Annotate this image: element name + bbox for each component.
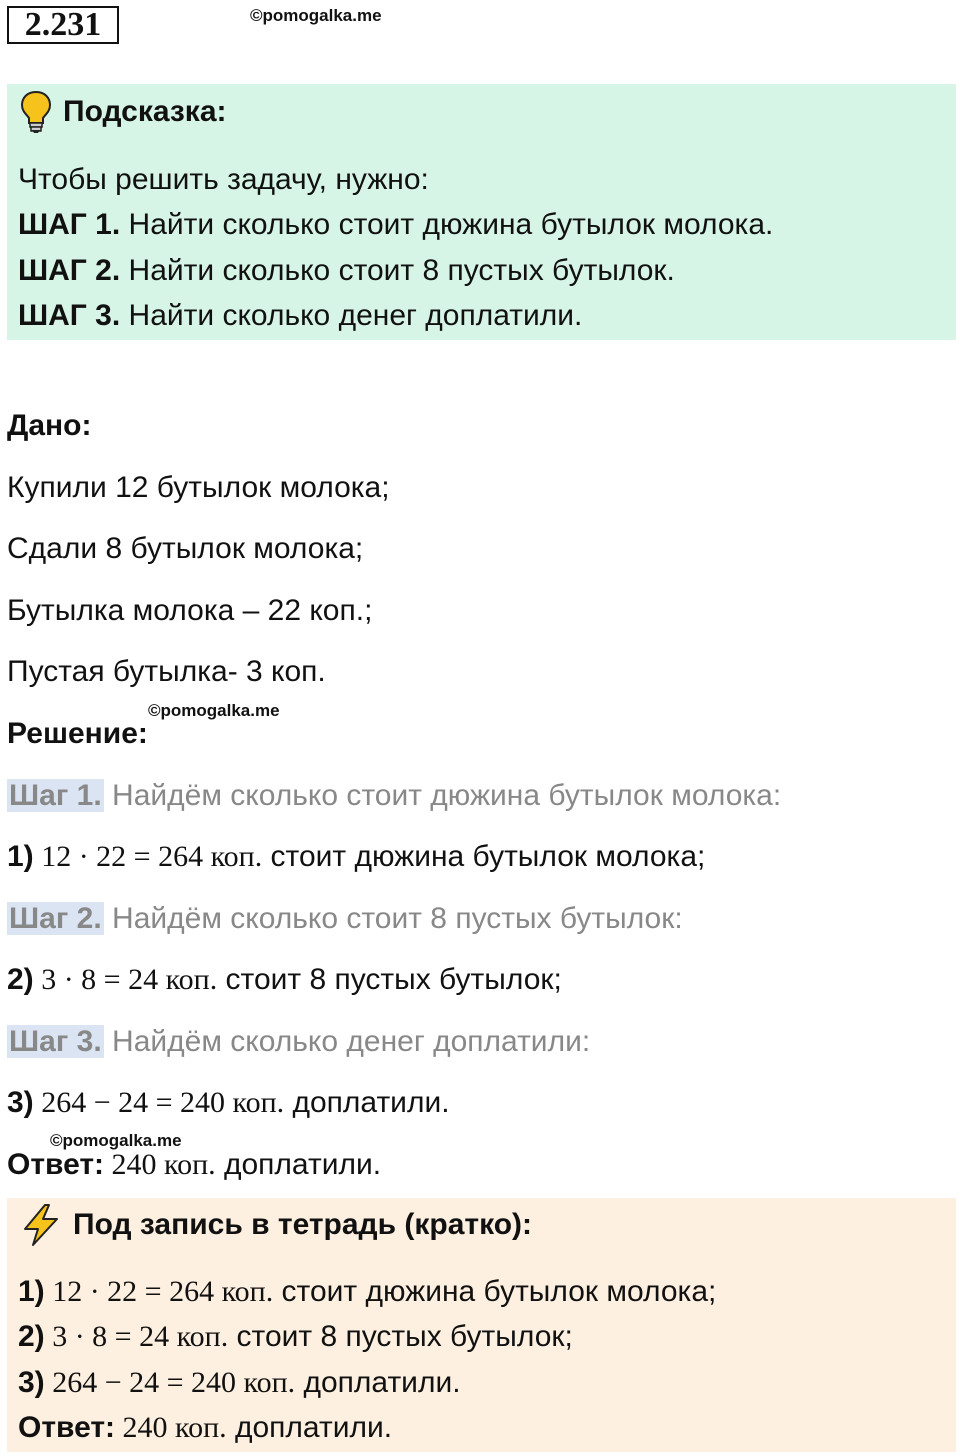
step-number: 2) [7, 963, 34, 996]
hint-title: Подсказка: [63, 95, 227, 128]
notes-number: 1) [18, 1275, 45, 1308]
notes-number: 3) [18, 1366, 45, 1399]
step-expression: 12 · 22 = 264 коп. [33, 840, 263, 873]
task-number: 2.231 [7, 6, 119, 44]
watermark: ©pomogalka.me [250, 6, 382, 25]
given-item: Бутылка молока – 22 коп.; [7, 594, 373, 627]
hint-intro: Чтобы решить задачу, нужно: [18, 163, 429, 196]
answer-expression: 240 коп. [104, 1148, 216, 1181]
step-calc-2 [7, 962, 562, 998]
step-tag: Шаг 1. [9, 779, 102, 812]
step-tag: Шаг 2. [9, 902, 102, 935]
step-desc: Найдём сколько денег доплатили: [103, 1025, 591, 1058]
notes-text: стоит дюжина бутылок молока; [273, 1275, 717, 1308]
given-title: Дано: [7, 409, 92, 442]
step-desc: Найдём сколько стоит 8 пустых бутылок: [103, 902, 683, 935]
answer-line [7, 1147, 381, 1183]
notes-line-2 [18, 1319, 573, 1355]
step-result-text: доплатили. [284, 1086, 450, 1119]
notes-expression: 12 · 22 = 264 коп. [44, 1275, 274, 1308]
given-item: Сдали 8 бутылок молока; [7, 532, 364, 565]
notes-text: доплатили. [295, 1366, 461, 1399]
hint-step-text: Найти сколько денег доплатили. [120, 299, 583, 332]
notes-answer [18, 1410, 392, 1446]
solution-title: Решение: [7, 717, 148, 750]
hint-step-text: Найти сколько стоит 8 пустых бутылок. [120, 254, 675, 287]
notes-line-1 [18, 1274, 716, 1310]
lightning-icon [19, 1203, 63, 1247]
hint-step-3 [18, 298, 582, 334]
step-desc: Найдём сколько стоит дюжина бутылок молока: [103, 779, 782, 812]
notes-text: стоит 8 пустых бутылок; [228, 1320, 573, 1353]
notes-answer-label: Ответ: [18, 1411, 116, 1444]
hint-step-1 [18, 207, 773, 243]
hint-step-2 [18, 253, 675, 289]
notes-answer-text: доплатили. [226, 1411, 393, 1444]
step-result-text: стоит 8 пустых бутылок; [217, 963, 562, 996]
step-number: 3) [7, 1086, 34, 1119]
step-expression: 264 − 24 = 240 коп. [33, 1086, 285, 1119]
hint-step-label: ШАГ 1. [18, 208, 121, 241]
watermark: ©pomogalka.me [50, 1131, 182, 1150]
step-heading-1 [7, 778, 781, 814]
step-result-text: стоит дюжина бутылок молока; [262, 840, 706, 873]
watermark: ©pomogalka.me [148, 701, 280, 720]
answer-text: доплатили. [215, 1148, 382, 1181]
answer-label: Ответ: [7, 1148, 105, 1181]
notes-box [7, 1198, 956, 1452]
notes-number: 2) [18, 1320, 45, 1353]
given-item: Пустая бутылка- 3 коп. [7, 655, 326, 688]
notes-line-3 [18, 1365, 461, 1401]
hint-step-label: ШАГ 2. [18, 254, 121, 287]
step-calc-1 [7, 839, 705, 875]
notes-expression: 264 − 24 = 240 коп. [44, 1366, 296, 1399]
hint-step-label: ШАГ 3. [18, 299, 121, 332]
notes-title: Под запись в тетрадь (кратко): [73, 1208, 533, 1241]
given-item: Купили 12 бутылок молока; [7, 471, 390, 504]
step-tag: Шаг 3. [9, 1025, 102, 1058]
hint-box [7, 84, 956, 340]
notes-answer-expression: 240 коп. [115, 1411, 227, 1444]
step-expression: 3 · 8 = 24 коп. [33, 963, 218, 996]
step-heading-3 [7, 1024, 590, 1060]
lightbulb-icon [19, 90, 53, 134]
notes-expression: 3 · 8 = 24 коп. [44, 1320, 229, 1353]
hint-step-text: Найти сколько стоит дюжина бутылок молока. [120, 208, 774, 241]
step-heading-2 [7, 901, 683, 937]
step-number: 1) [7, 840, 34, 873]
step-calc-3 [7, 1085, 450, 1121]
